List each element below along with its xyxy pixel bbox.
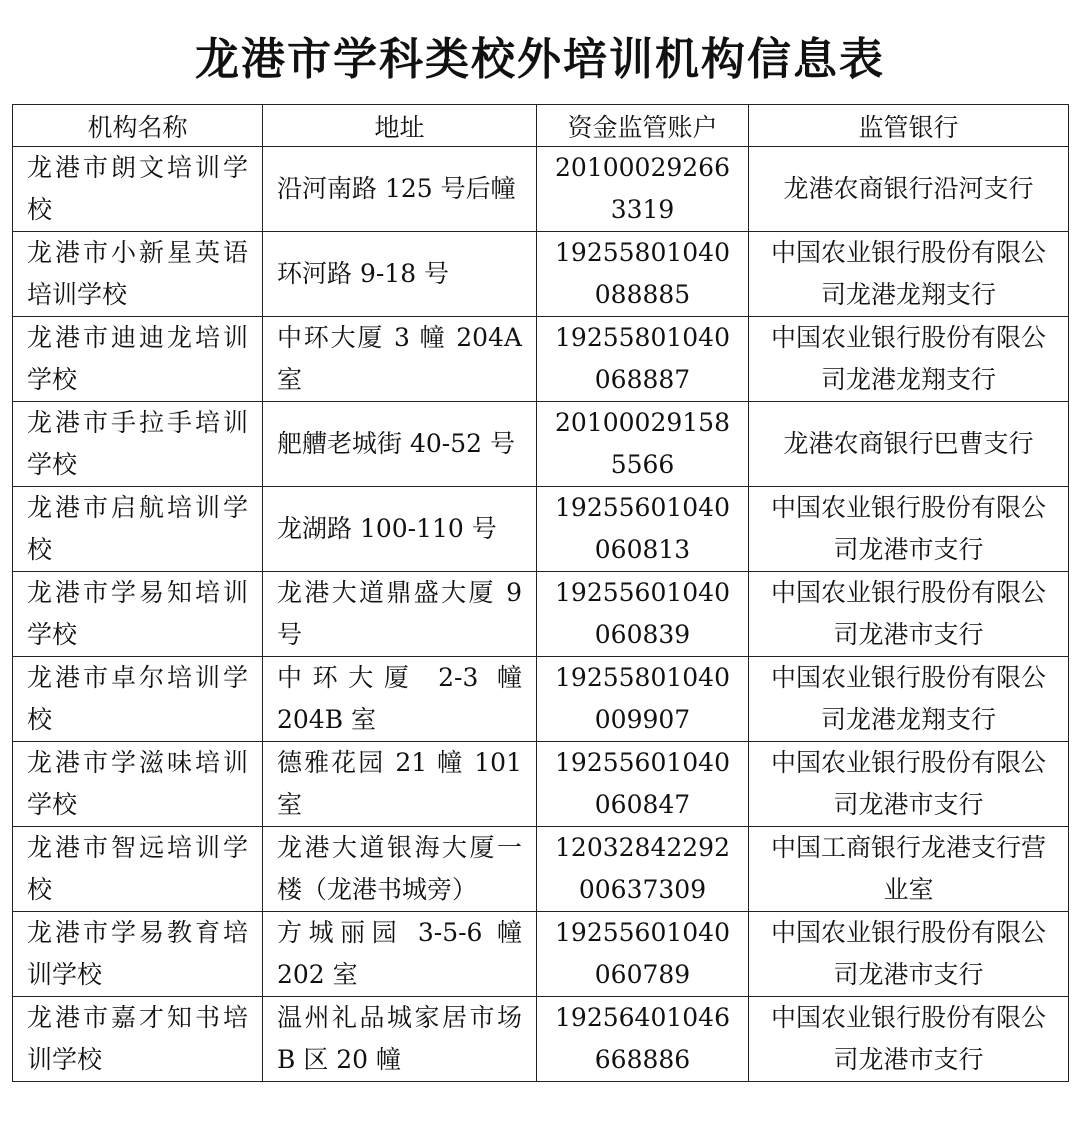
cell-bank: 中国农业银行股份有限公司龙港龙翔支行 bbox=[749, 317, 1069, 402]
cell-bank: 中国农业银行股份有限公司龙港龙翔支行 bbox=[749, 657, 1069, 742]
cell-account: 19255801040009907 bbox=[537, 657, 749, 742]
cell-address: 德雅花园 21 幢 101 室 bbox=[263, 742, 537, 827]
cell-account: 201000292663319 bbox=[537, 147, 749, 232]
table-row bbox=[13, 827, 1069, 912]
cell-name: 龙港市小新星英语培训学校 bbox=[13, 232, 263, 317]
cell-name: 龙港市启航培训学校 bbox=[13, 487, 263, 572]
table-row bbox=[13, 232, 1069, 317]
cell-address: 方城丽园 3-5-6 幢 202 室 bbox=[263, 912, 537, 997]
page-title: 龙港市学科类校外培训机构信息表 bbox=[195, 34, 885, 85]
table-row bbox=[13, 912, 1069, 997]
cell-address: 龙湖路 100-110 号 bbox=[263, 487, 537, 572]
cell-address: 中环大厦 3 幢 204A 室 bbox=[263, 317, 537, 402]
cell-name: 龙港市朗文培训学校 bbox=[13, 147, 263, 232]
cell-name: 龙港市嘉才知书培训学校 bbox=[13, 997, 263, 1082]
institution-table bbox=[12, 104, 1069, 1082]
cell-account: 201000291585566 bbox=[537, 402, 749, 487]
cell-name: 龙港市学滋味培训学校 bbox=[13, 742, 263, 827]
cell-account: 19255801040088885 bbox=[537, 232, 749, 317]
cell-address: 龙港大道银海大厦一楼（龙港书城旁） bbox=[263, 827, 537, 912]
cell-bank: 中国农业银行股份有限公司龙港市支行 bbox=[749, 487, 1069, 572]
cell-account: 1203284229200637309 bbox=[537, 827, 749, 912]
cell-address: 龙港大道鼎盛大厦 9 号 bbox=[263, 572, 537, 657]
cell-bank: 龙港农商银行巴曹支行 bbox=[749, 402, 1069, 487]
cell-account: 19256401046668886 bbox=[537, 997, 749, 1082]
table-row bbox=[13, 317, 1069, 402]
cell-address: 环河路 9-18 号 bbox=[263, 232, 537, 317]
table-row bbox=[13, 742, 1069, 827]
cell-name: 龙港市手拉手培训学校 bbox=[13, 402, 263, 487]
table-row bbox=[13, 657, 1069, 742]
header-address: 地址 bbox=[263, 105, 537, 147]
table-row bbox=[13, 997, 1069, 1082]
cell-name: 龙港市学易教育培训学校 bbox=[13, 912, 263, 997]
cell-name: 龙港市学易知培训学校 bbox=[13, 572, 263, 657]
cell-name: 龙港市迪迪龙培训学校 bbox=[13, 317, 263, 402]
table-row bbox=[13, 487, 1069, 572]
cell-account: 19255601040060839 bbox=[537, 572, 749, 657]
header-account: 资金监管账户 bbox=[537, 105, 749, 147]
cell-account: 19255601040060813 bbox=[537, 487, 749, 572]
cell-name: 龙港市智远培训学校 bbox=[13, 827, 263, 912]
cell-bank: 中国农业银行股份有限公司龙港龙翔支行 bbox=[749, 232, 1069, 317]
cell-bank: 中国农业银行股份有限公司龙港市支行 bbox=[749, 742, 1069, 827]
table-header-row bbox=[13, 105, 1069, 147]
header-name: 机构名称 bbox=[13, 105, 263, 147]
cell-account: 19255601040060789 bbox=[537, 912, 749, 997]
cell-account: 19255601040060847 bbox=[537, 742, 749, 827]
cell-bank: 中国农业银行股份有限公司龙港市支行 bbox=[749, 997, 1069, 1082]
cell-address: 沿河南路 125 号后幢 bbox=[263, 147, 537, 232]
cell-bank: 中国农业银行股份有限公司龙港市支行 bbox=[749, 572, 1069, 657]
cell-address: 舥艚老城街 40-52 号 bbox=[263, 402, 537, 487]
table-row bbox=[13, 572, 1069, 657]
cell-bank: 中国工商银行龙港支行营业室 bbox=[749, 827, 1069, 912]
header-bank: 监管银行 bbox=[749, 105, 1069, 147]
cell-address: 中环大厦 2-3 幢 204B 室 bbox=[263, 657, 537, 742]
cell-bank: 龙港农商银行沿河支行 bbox=[749, 147, 1069, 232]
cell-bank: 中国农业银行股份有限公司龙港市支行 bbox=[749, 912, 1069, 997]
cell-name: 龙港市卓尔培训学校 bbox=[13, 657, 263, 742]
cell-account: 19255801040068887 bbox=[537, 317, 749, 402]
table-row bbox=[13, 402, 1069, 487]
cell-address: 温州礼品城家居市场 B 区 20 幢 bbox=[263, 997, 537, 1082]
table-row bbox=[13, 147, 1069, 232]
